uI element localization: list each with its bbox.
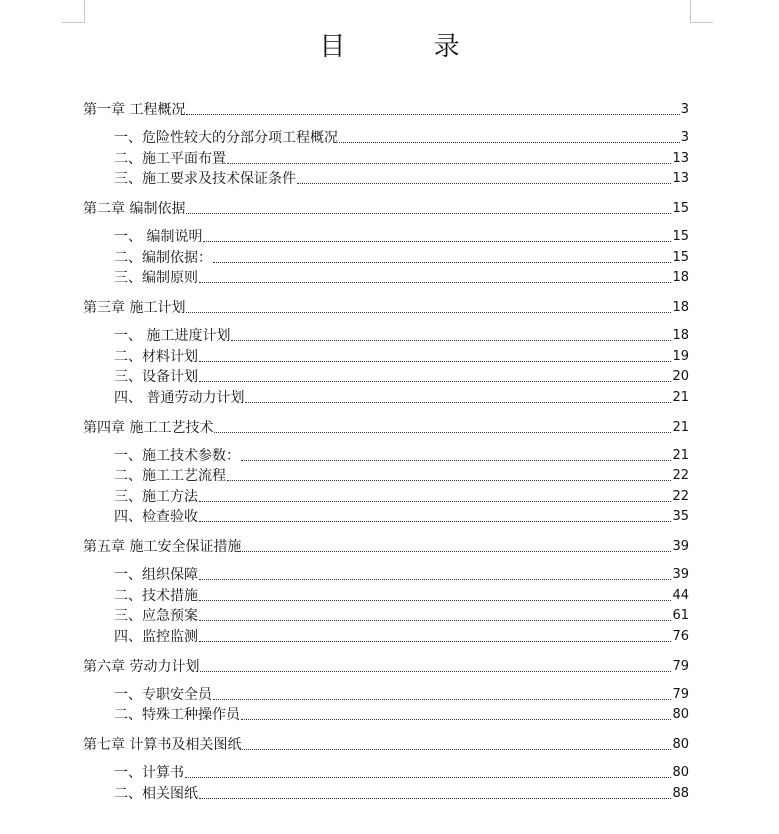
toc-section-entry[interactable] xyxy=(83,627,689,647)
toc-dot-leader xyxy=(227,162,671,164)
toc-entry-label: 一、施工技术参数： xyxy=(114,447,240,464)
toc-entry-label: 四、监控监测 xyxy=(114,628,198,645)
toc-page-number: 18 xyxy=(672,328,689,343)
toc-page-number: 3 xyxy=(680,102,689,117)
toc-dot-leader xyxy=(199,619,671,621)
toc-page-number: 44 xyxy=(672,587,689,603)
toc-dot-leader xyxy=(241,459,671,461)
toc-dot-leader xyxy=(186,113,679,115)
toc-section-entry[interactable] xyxy=(83,466,689,486)
toc-dot-leader xyxy=(231,339,671,341)
toc-entry-label: 二、编制依据： xyxy=(114,249,212,266)
toc-page-number: 13 xyxy=(672,150,689,166)
toc-page-number: 3 xyxy=(680,130,689,145)
toc-dot-leader xyxy=(199,500,671,502)
toc-dot-leader xyxy=(245,401,671,403)
toc-page-number: 39 xyxy=(672,539,689,554)
toc-entry-label: 三、施工方法 xyxy=(114,488,198,505)
toc-page-number: 21 xyxy=(672,447,689,463)
toc-entry-label: 三、设备计划 xyxy=(114,369,198,385)
toc-entry-label: 二、材料计划 xyxy=(114,348,198,365)
toc-entry-label: 三、应急预案 xyxy=(114,608,198,624)
toc-section-entry[interactable] xyxy=(83,388,689,408)
toc-dot-leader xyxy=(199,797,671,799)
toc-entry-label: 二、相关图纸 xyxy=(114,785,198,802)
toc-entry-label: 第五章 施工安全保证措施 xyxy=(83,539,242,555)
page-corner-mark-right xyxy=(690,0,713,23)
toc-dot-leader xyxy=(186,212,671,214)
toc-page-number: 39 xyxy=(672,567,689,582)
toc-title: 目 录 xyxy=(319,32,500,62)
toc-dot-leader xyxy=(199,380,671,382)
toc-section-entry[interactable] xyxy=(83,268,689,288)
toc-page-number: 13 xyxy=(672,171,689,186)
toc-page-number: 22 xyxy=(672,488,689,504)
toc-page-number: 18 xyxy=(672,300,689,315)
toc-section-entry[interactable] xyxy=(83,606,689,626)
toc-entry-label: 一、 编制说明 xyxy=(114,229,203,245)
toc-page-number: 21 xyxy=(672,389,689,405)
toc-dot-leader xyxy=(199,360,671,362)
toc-entry-label: 二、施工工艺流程 xyxy=(114,468,226,484)
toc-entry-label: 二、特殊工种操作员 xyxy=(114,707,240,723)
toc-section-entry[interactable] xyxy=(83,487,689,507)
toc-entry-label: 四、 普通劳动力计划 xyxy=(114,389,245,406)
toc-page-number: 18 xyxy=(672,270,689,285)
toc-entry-label: 三、编制原则 xyxy=(114,270,198,286)
toc-chapter-entry[interactable] xyxy=(83,657,689,677)
toc-entry-label: 一、组织保障 xyxy=(114,567,198,583)
toc-entry-label: 一、计算书 xyxy=(114,765,184,781)
toc-entry-label: 第七章 计算书及相关图纸 xyxy=(83,737,242,753)
toc-page-number: 80 xyxy=(672,707,689,722)
toc-page-number: 21 xyxy=(672,419,689,435)
toc-dot-leader xyxy=(241,718,671,720)
toc-page-number: 20 xyxy=(672,369,689,384)
toc-section-entry[interactable] xyxy=(83,347,689,367)
toc-entry-label: 第四章 施工工艺技术 xyxy=(83,419,214,436)
toc-section-entry[interactable] xyxy=(83,763,689,783)
toc-dot-leader xyxy=(199,599,671,601)
toc-section-entry[interactable] xyxy=(83,227,689,247)
toc-page-number: 15 xyxy=(672,201,689,216)
toc-dot-leader xyxy=(186,311,671,313)
toc-dot-leader xyxy=(203,240,671,242)
toc-page-number: 80 xyxy=(672,765,689,780)
toc-section-entry[interactable] xyxy=(83,565,689,585)
toc-page-number: 22 xyxy=(672,468,689,483)
toc-page-number: 61 xyxy=(672,608,689,623)
toc-chapter-entry[interactable] xyxy=(83,100,689,120)
toc-section-entry[interactable] xyxy=(83,784,689,804)
toc-dot-leader xyxy=(199,520,671,522)
toc-page-number: 15 xyxy=(672,229,689,244)
page-corner-mark-left xyxy=(62,0,85,23)
toc-entry-label: 二、施工平面布置 xyxy=(114,150,226,167)
toc-page-number: 80 xyxy=(672,737,689,752)
toc-section-entry[interactable] xyxy=(83,169,689,189)
toc-section-entry[interactable] xyxy=(83,149,689,169)
toc-section-entry[interactable] xyxy=(83,586,689,606)
toc-chapter-entry[interactable] xyxy=(83,298,689,318)
toc-section-entry[interactable] xyxy=(83,685,689,705)
toc-dot-leader xyxy=(227,479,671,481)
toc-dot-leader xyxy=(199,640,671,642)
toc-section-entry[interactable] xyxy=(83,446,689,466)
toc-dot-leader xyxy=(242,748,671,750)
toc-dot-leader xyxy=(339,141,680,143)
toc-entry-label: 三、施工要求及技术保证条件 xyxy=(114,171,296,187)
toc-section-entry[interactable] xyxy=(83,326,689,346)
toc-entry-label: 一、专职安全员 xyxy=(114,686,212,703)
toc-dot-leader xyxy=(213,261,671,263)
toc-section-entry[interactable] xyxy=(83,128,689,148)
toc-entry-label: 一、 施工进度计划 xyxy=(114,328,231,344)
toc-page-number: 79 xyxy=(672,686,689,702)
toc-page-number: 76 xyxy=(672,628,689,644)
toc-page-number: 35 xyxy=(672,509,689,524)
toc-chapter-entry[interactable] xyxy=(83,735,689,755)
toc-entry-label: 第三章 施工计划 xyxy=(83,300,186,316)
toc-entry-label: 一、危险性较大的分部分项工程概况 xyxy=(114,130,338,146)
toc-dot-leader xyxy=(297,182,671,184)
toc-chapter-entry[interactable] xyxy=(83,537,689,557)
toc-entry-label: 第六章 劳动力计划 xyxy=(83,658,200,675)
toc-chapter-entry[interactable] xyxy=(83,418,689,438)
toc-entry-label: 四、检查验收 xyxy=(114,509,198,525)
toc-page-number: 19 xyxy=(672,348,689,364)
toc-dot-leader xyxy=(213,698,671,700)
toc-dot-leader xyxy=(199,578,671,580)
toc-section-entry[interactable] xyxy=(83,367,689,387)
toc-page-number: 15 xyxy=(672,249,689,265)
toc-section-entry[interactable] xyxy=(83,507,689,527)
toc-entry-label: 第二章 编制依据 xyxy=(83,201,186,217)
toc-dot-leader xyxy=(214,431,671,433)
toc-dot-leader xyxy=(200,670,671,672)
toc-dot-leader xyxy=(185,776,671,778)
toc-section-entry[interactable] xyxy=(83,248,689,268)
toc-entry-label: 二、技术措施 xyxy=(114,587,198,604)
toc-page-number: 79 xyxy=(672,658,689,674)
toc-entry-label: 第一章 工程概况 xyxy=(83,102,186,118)
toc-dot-leader xyxy=(199,281,671,283)
toc-chapter-entry[interactable] xyxy=(83,199,689,219)
toc-dot-leader xyxy=(242,550,671,552)
toc-page-number: 88 xyxy=(672,785,689,801)
toc-section-entry[interactable] xyxy=(83,705,689,725)
